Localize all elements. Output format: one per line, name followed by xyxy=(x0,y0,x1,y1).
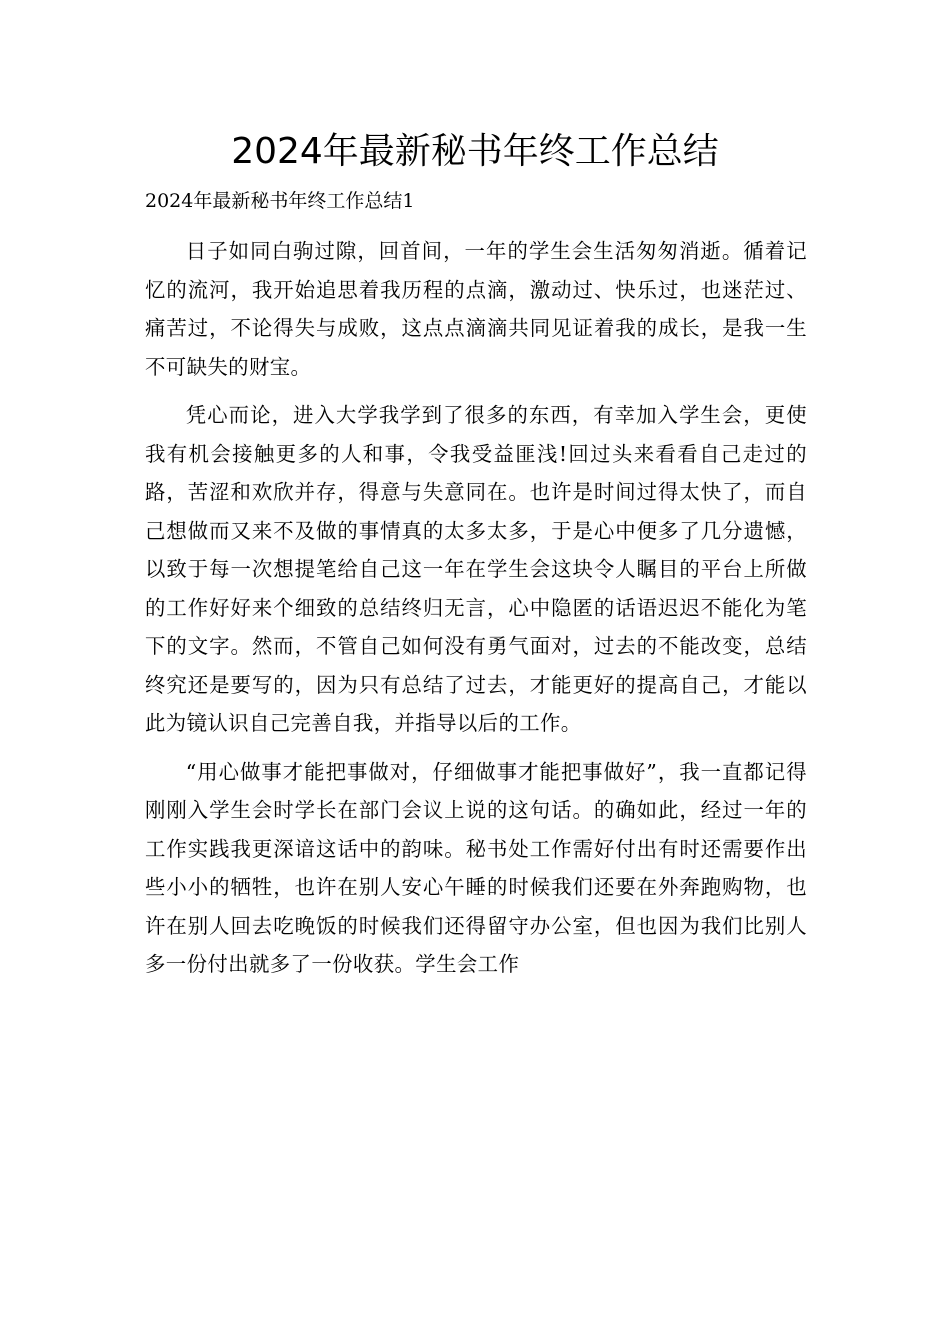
paragraph-2: 凭心而论，进入大学我学到了很多的东西，有幸加入学生会，更使我有机会接触更多的人和事，令我受益匪浅!回过头来看看自己走过的路，苦涩和欢欣并存，得意与失意同在。也许是时间过得太快了，而自己想做而又来不及做的事情真的太多太多，于是心中便多了几分遗憾，以致于每一次想提笔给自己这一年在学生会这块令人瞩目的平台上所做的工作好好来个细致的总结终归无言，心中隐匿的话语迟迟不能化为笔下的文字。然而，不管自己如何没有勇气面对，过去的不能改变，总结终究还是要写的，因为只有总结了过去，才能更好的提高自己，才能以此为镜认识自己完善自我，并指导以后的工作。 xyxy=(145,403,807,735)
document-title: 2024年最新秘书年终工作总结 xyxy=(231,131,719,172)
paragraph-1: 日子如同白驹过隙，回首间，一年的学生会生活匆匆消逝。循着记忆的流河，我开始追思着我历程的点滴，激动过、快乐过，也迷茫过、痛苦过，不论得失与成败，这点点滴滴共同见证着我的成长，是我一生不可缺失的财宝。 xyxy=(145,239,807,379)
document-body xyxy=(145,232,807,994)
paragraph-3: “用心做事才能把事做对，仔细做事才能把事做好”，我一直都记得刚刚入学生会时学长在部门会议上说的这句话。的确如此，经过一年的工作实践我更深谙这话中的韵味。秘书处工作需好付出有时还需要作出些小小的牺牲，也许在别人安心午睡的时候我们还要在外奔跑购物，也许在别人回去吃晚饭的时候我们还得留守办公室，但也因为我们比别人多一份付出就多了一份收获。学生会工作 xyxy=(145,759,807,976)
section-heading: 2024年最新秘书年终工作总结1 xyxy=(145,190,415,212)
